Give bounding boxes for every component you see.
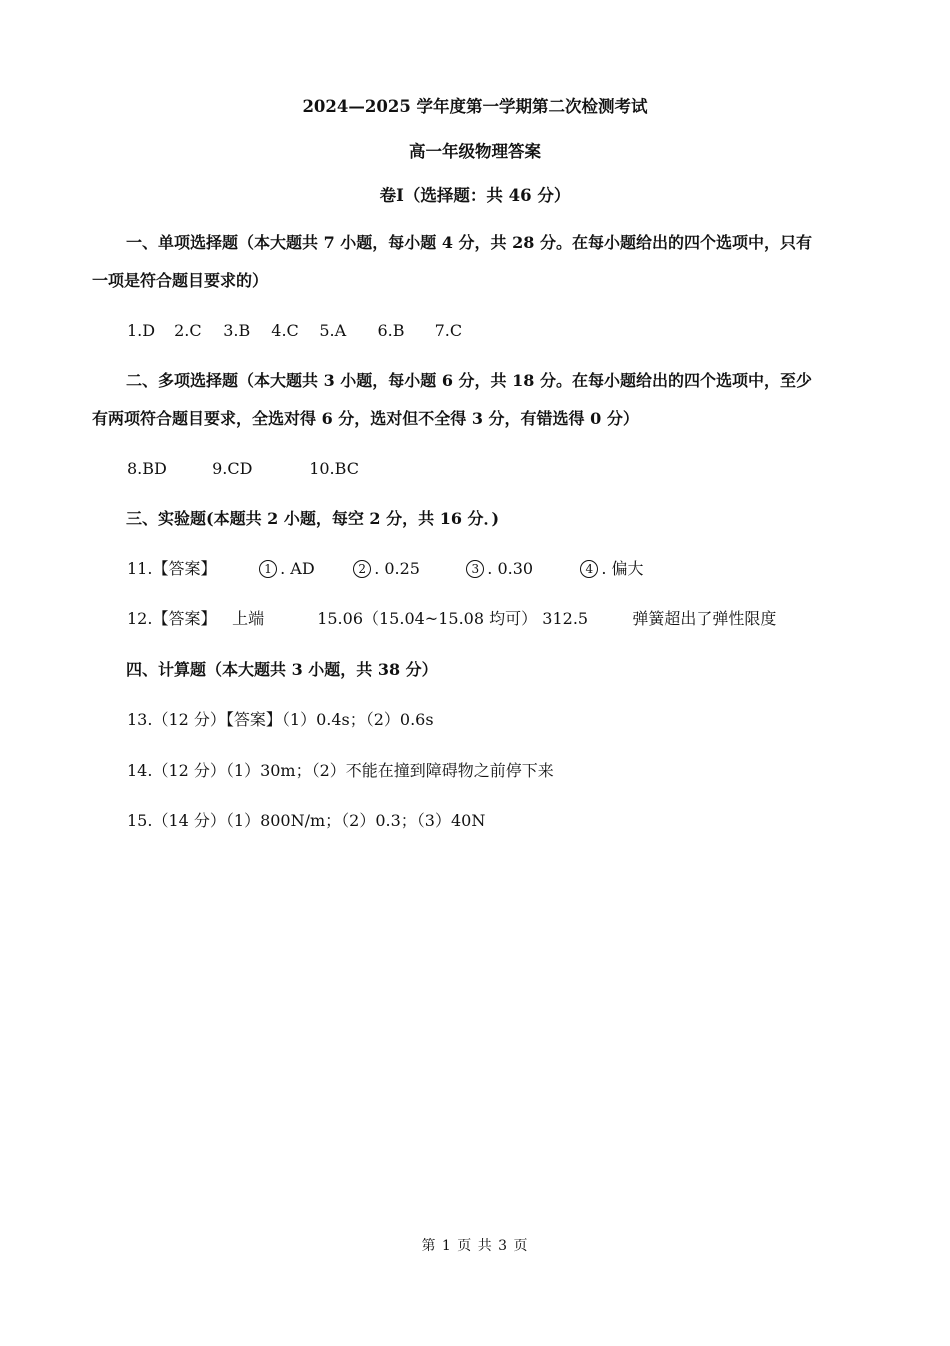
section1-answers bbox=[127, 321, 462, 341]
volume-heading: 卷Ⅰ（选择题：共 46 分） bbox=[379, 186, 571, 205]
answer-2: 2.C bbox=[174, 321, 202, 340]
q11-row bbox=[127, 559, 644, 579]
q12-part-2: 15.06（15.04~15.08 均可） bbox=[317, 609, 538, 628]
answer-4: 4.C bbox=[271, 321, 299, 340]
circled-number-icon: 3 bbox=[466, 560, 484, 578]
q12-row bbox=[127, 609, 776, 629]
answer-3: 3.B bbox=[223, 321, 251, 340]
q13-answer: 13.（12 分）【答案】（1）0.4s；（2）0.6s bbox=[127, 710, 434, 729]
q11-item-4 bbox=[580, 559, 643, 579]
answer-10: 10.BC bbox=[309, 459, 359, 478]
section2-heading-line2: 有两项符合题目要求，全选对得 6 分，选对但不全得 3 分，有错选得 0 分） bbox=[92, 409, 639, 428]
circled-number-icon: 4 bbox=[580, 560, 598, 578]
answer-9: 9.CD bbox=[212, 459, 253, 478]
q12-part-4: 弹簧超出了弹性限度 bbox=[632, 609, 777, 628]
section3-heading: 三、实验题(本题共 2 小题，每空 2 分，共 16 分．) bbox=[126, 509, 500, 528]
q11-item-2-text: . 0.25 bbox=[374, 559, 420, 578]
q11-item-4-text: . 偏大 bbox=[601, 559, 644, 578]
section2-heading-line1: 二、多项选择题（本大题共 3 小题，每小题 6 分，共 18 分。在每小题给出的四个选项中，至少 bbox=[126, 371, 812, 390]
circled-number-icon: 2 bbox=[353, 560, 371, 578]
answer-subtitle: 高一年级物理答案 bbox=[409, 142, 541, 161]
answer-8: 8.BD bbox=[127, 459, 167, 478]
q11-item-1-text: . AD bbox=[280, 559, 315, 578]
q11-label: 11.【答案】 bbox=[127, 559, 217, 578]
q12-part-1: 上端 bbox=[232, 609, 265, 628]
q11-item-3 bbox=[466, 559, 575, 579]
exam-title: 2024—2025 学年度第一学期第二次检测考试 bbox=[302, 97, 648, 116]
q11-item-1 bbox=[259, 559, 348, 579]
circled-number-icon: 1 bbox=[259, 560, 277, 578]
section2-answers bbox=[127, 459, 359, 479]
q11-item-3-text: . 0.30 bbox=[487, 559, 534, 578]
answer-1: 1.D bbox=[127, 321, 156, 340]
section1-heading-line1: 一、单项选择题（本大题共 7 小题，每小题 4 分，共 28 分。在每小题给出的四个选项中，只有 bbox=[126, 233, 812, 252]
q14-answer: 14.（12 分）（1）30m；（2）不能在撞到障碍物之前停下来 bbox=[127, 761, 554, 780]
q11-item-2 bbox=[353, 559, 461, 579]
answer-6: 6.B bbox=[377, 321, 405, 340]
section1-heading-line2: 一项是符合题目要求的） bbox=[92, 271, 269, 290]
q15-answer: 15.（14 分）（1）800N/m；（2）0.3；（3）40N bbox=[127, 811, 486, 830]
q12-part-3: 312.5 bbox=[542, 609, 589, 628]
answer-5: 5.A bbox=[319, 321, 347, 340]
page-number: 第 1 页 共 3 页 bbox=[421, 1238, 529, 1254]
answer-7: 7.C bbox=[434, 321, 463, 340]
section4-heading: 四、计算题（本大题共 3 小题，共 38 分） bbox=[126, 660, 438, 679]
q12-label: 12.【答案】 bbox=[127, 609, 217, 628]
